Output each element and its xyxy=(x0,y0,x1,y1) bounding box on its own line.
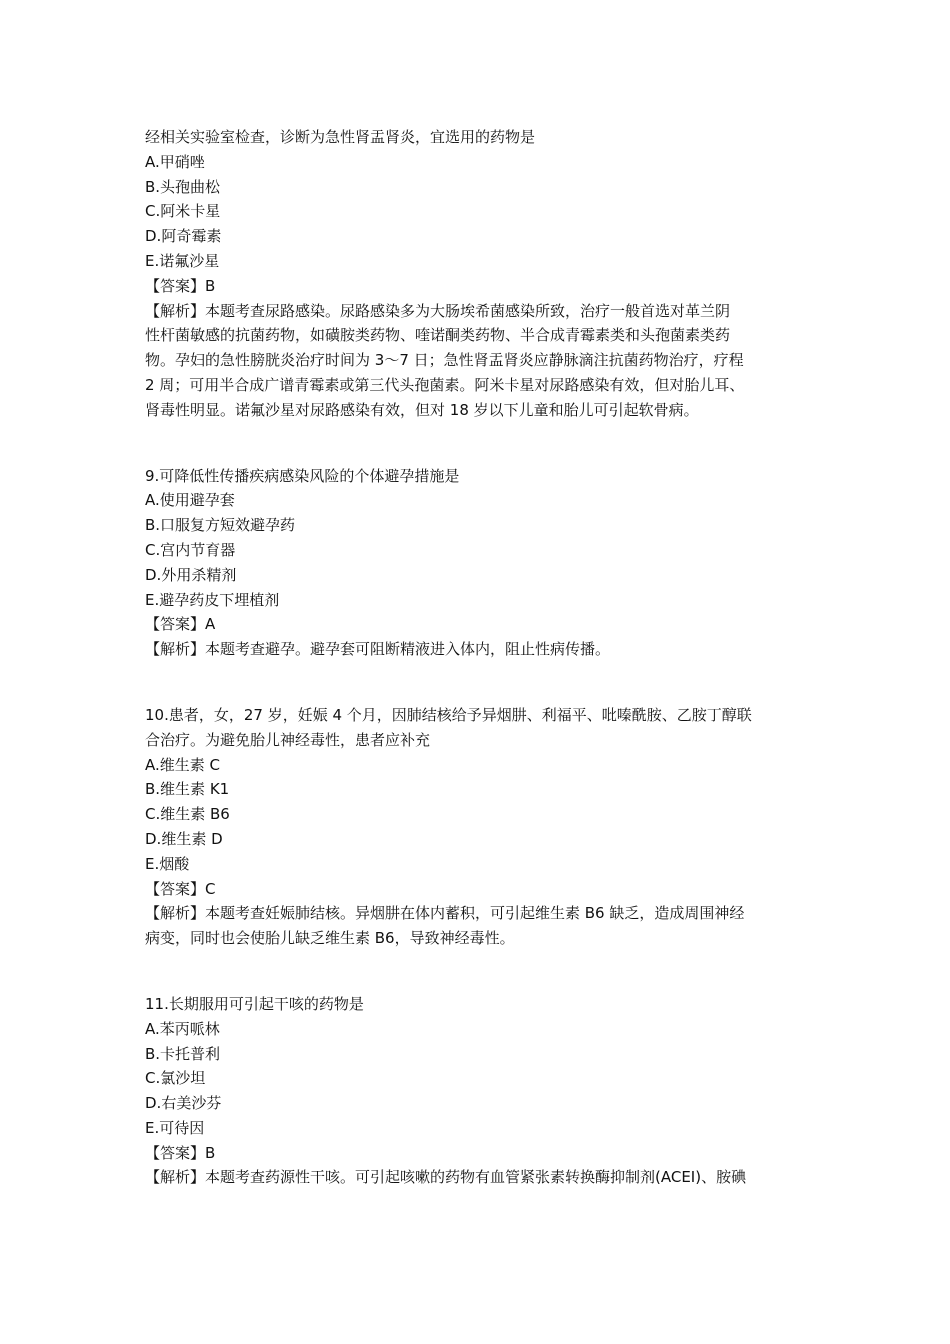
explanation-line: 【解析】本题考查妊娠肺结核。异烟肼在体内蓄积，可引起维生素 B6 缺乏，造成周围神经 xyxy=(145,904,745,923)
answer-line: 【答案】C xyxy=(145,879,216,898)
option-b: B.卡托普利 xyxy=(145,1044,221,1063)
explanation-line: 【解析】本题考查避孕。避孕套可阻断精液进入体内，阻止性病传播。 xyxy=(145,640,611,659)
explanation-line: 2 周；可用半合成广谱青霉素或第三代头孢菌素。阿米卡星对尿路感染有效，但对胎儿耳、 xyxy=(145,375,745,394)
explanation-line: 肾毒性明显。诺氟沙星对尿路感染有效，但对 18 岁以下儿童和胎儿可引起软骨病。 xyxy=(145,400,699,419)
answer-line: 【答案】A xyxy=(145,615,216,634)
explanation-line: 物。孕妇的急性膀胱炎治疗时间为 3～7 日；急性肾盂肾炎应静脉滴注抗菌药物治疗，疗程 xyxy=(145,351,744,370)
question-stem: 经相关实验室检查，诊断为急性肾盂肾炎，宜选用的药物是 xyxy=(145,128,536,146)
question-11-block xyxy=(145,992,820,1190)
explanation-line: 【解析】本题考查药源性干咳。可引起咳嗽的药物有血管紧张素转换酶抑制剂(ACEI)、胺碘 xyxy=(145,1168,747,1187)
answer-line: 【答案】B xyxy=(145,1143,216,1162)
option-c: C.阿米卡星 xyxy=(145,202,221,221)
explanation-line: 【解析】本题考查尿路感染。尿路感染多为大肠埃希菌感染所致，治疗一般首选对革兰阴 xyxy=(145,301,731,320)
spacer xyxy=(145,662,820,703)
option-a: A.苯丙哌林 xyxy=(145,1019,220,1038)
explanation-line: 性杆菌敏感的抗菌药物，如磺胺类药物、喹诺酮类药物、半合成青霉素类和头孢菌素类药 xyxy=(145,326,731,345)
option-e: E.可待因 xyxy=(145,1118,205,1137)
option-c: C.宫内节育器 xyxy=(145,540,236,559)
option-b: B.头孢曲松 xyxy=(145,177,221,196)
option-a: A.甲硝唑 xyxy=(145,152,205,171)
option-d: D.维生素 D xyxy=(145,829,223,848)
document-body xyxy=(145,125,820,1190)
option-b: B.维生素 K1 xyxy=(145,780,230,799)
option-d: D.右美沙芬 xyxy=(145,1094,222,1113)
spacer xyxy=(145,423,820,464)
question-stem: 10.患者，女，27 岁，妊娠 4 个月，因肺结核给予异烟肼、利福平、吡嗪酰胺、乙胺丁醇联 xyxy=(145,705,752,724)
question-9-block xyxy=(145,464,820,662)
option-a: A.使用避孕套 xyxy=(145,491,235,510)
option-a: A.维生素 C xyxy=(145,755,221,774)
option-e: E.诺氟沙星 xyxy=(145,251,220,270)
option-d: D.阿奇霉素 xyxy=(145,227,222,246)
option-d: D.外用杀精剂 xyxy=(145,565,237,584)
option-c: C.氯沙坦 xyxy=(145,1069,206,1088)
option-e: E.烟酸 xyxy=(145,854,190,873)
question-stem: 9.可降低性传播疾病感染风险的个体避孕措施是 xyxy=(145,466,460,485)
option-c: C.维生素 B6 xyxy=(145,805,230,824)
option-e: E.避孕药皮下埋植剂 xyxy=(145,590,280,609)
answer-line: 【答案】B xyxy=(145,276,216,295)
explanation-line: 病变，同时也会使胎儿缺乏维生素 B6，导致神经毒性。 xyxy=(145,929,515,948)
question-8-block xyxy=(145,125,820,423)
spacer xyxy=(145,951,820,992)
option-b: B.口服复方短效避孕药 xyxy=(145,516,296,535)
question-stem: 合治疗。为避免胎儿神经毒性，患者应补充 xyxy=(145,730,431,749)
question-stem: 11.长期服用可引起干咳的药物是 xyxy=(145,994,364,1013)
question-10-block xyxy=(145,703,820,951)
